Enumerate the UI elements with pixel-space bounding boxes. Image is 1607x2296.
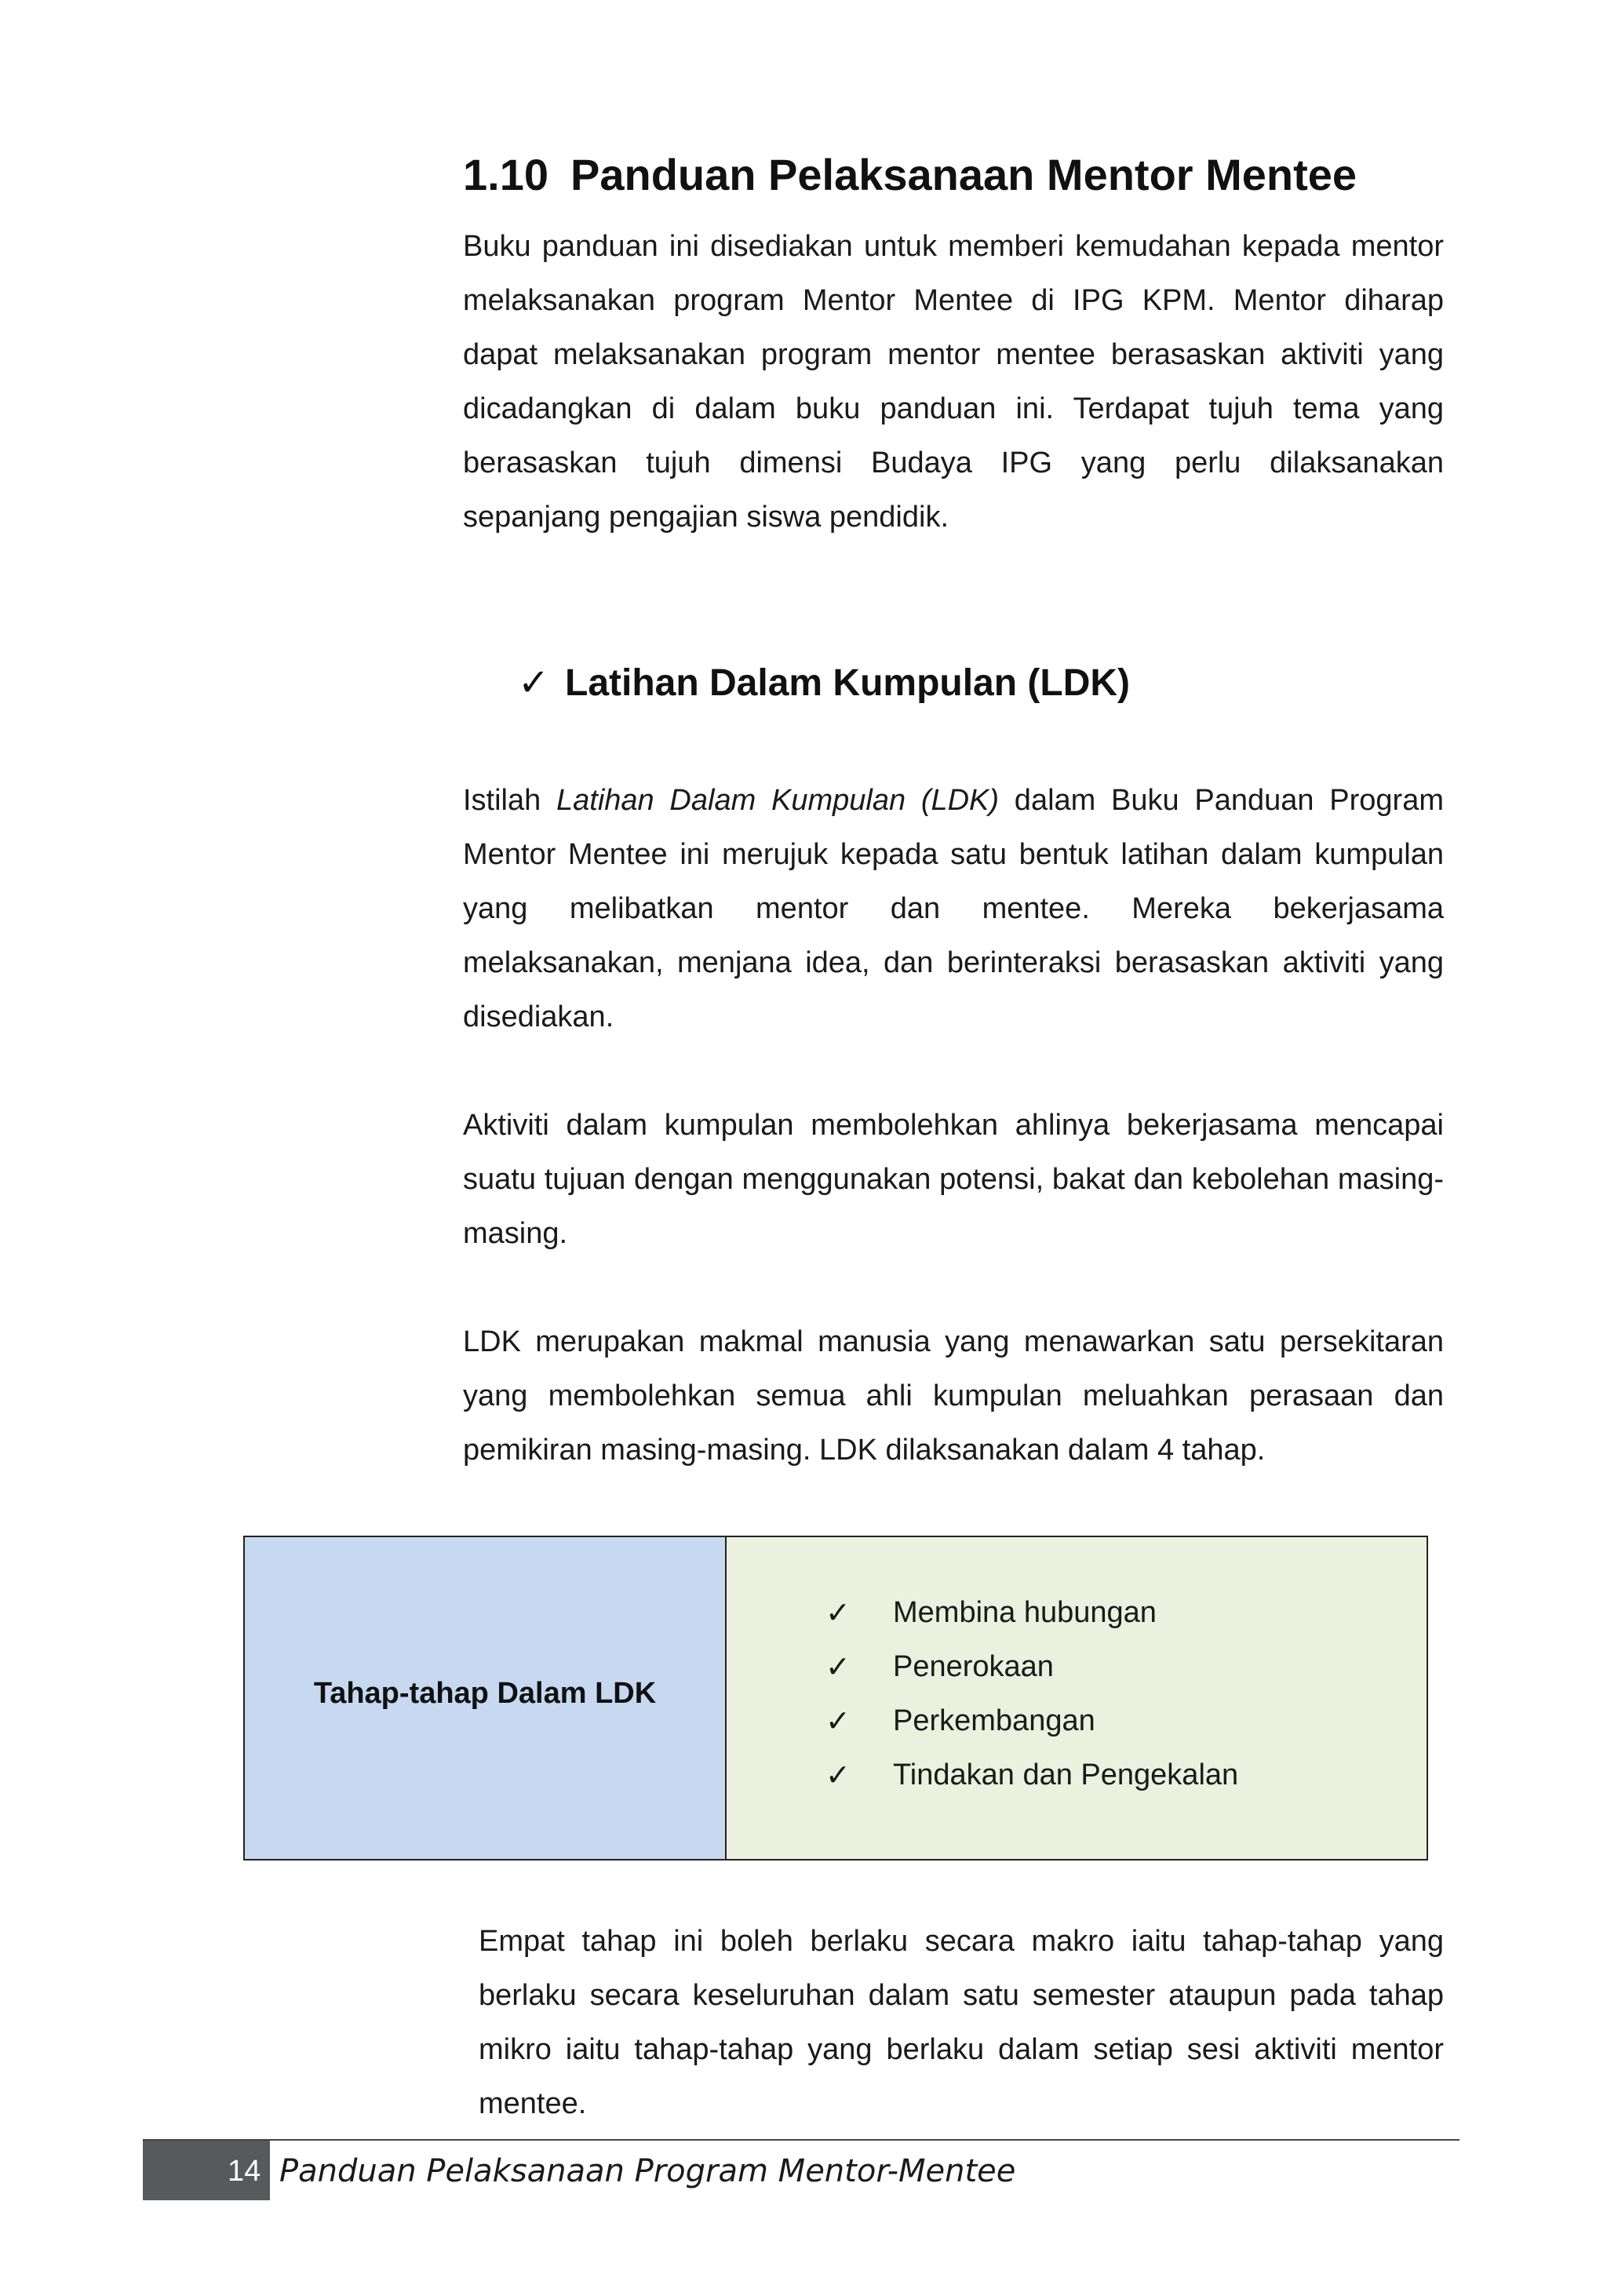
ldk-subheading-text: Latihan Dalam Kumpulan (LDK) <box>565 662 1131 704</box>
footer-divider <box>143 2139 1459 2141</box>
checkmark-icon: ✓ <box>825 1597 851 1630</box>
footer-title: Panduan Pelaksanaan Program Mentor-Mentee <box>279 2153 1016 2189</box>
stage-item <box>825 1748 1427 1802</box>
ldk-term-italic: Latihan Dalam Kumpulan (LDK) <box>556 784 1000 817</box>
intro-paragraph: Buku panduan ini disediakan untuk memberi kemudahan kepada mentor melaksanakan program Mentor Mentee di IPG KPM. Mentor diharap dapat melaksanakan program mentor mentee berasaskan aktiviti yang dicadangkan di dalam buku panduan ini. Terdapat tujuh tema yang berasaskan tujuh dimensi Budaya IPG yang perlu dilaksanakan sepanjang pengajian siswa pendidik. <box>463 230 1444 534</box>
stages-label: Tahap-tahap Dalam LDK <box>313 1676 657 1710</box>
stage-item <box>825 1586 1427 1640</box>
stage-item <box>825 1640 1427 1694</box>
closing-paragraph: Empat tahap ini boleh berlaku secara makro iaitu tahap-tahap yang berlaku secara keseluruhan dalam satu semester ataupun pada tahap mikro iaitu tahap-tahap yang berlaku dalam setiap sesi aktiviti mentor mentee. <box>479 1925 1444 2120</box>
ldk-stages-table <box>243 1536 1428 1860</box>
group-activity-paragraph: Aktiviti dalam kumpulan membolehkan ahlinya bekerjasama mencapai suatu tujuan dengan menggunakan potensi, bakat dan kebolehan masing-masing. <box>463 1109 1444 1250</box>
stages-list <box>825 1586 1427 1802</box>
ldk-lab-paragraph: LDK merupakan makmal manusia yang menawarkan satu persekitaran yang membolehkan semua ahli kumpulan meluahkan perasaan dan pemikiran masing-masing. LDK dilaksanakan dalam 4 tahap. <box>463 1325 1444 1467</box>
checkmark-icon: ✓ <box>825 1651 851 1684</box>
stage-item <box>825 1694 1427 1748</box>
page-number: 14 <box>228 2155 261 2188</box>
checkmark-icon: ✓ <box>825 1705 851 1738</box>
stages-list-cell <box>727 1537 1427 1859</box>
stage-item-label: Penerokaan <box>893 1650 1054 1683</box>
section-title: Panduan Pelaksanaan Mentor Mentee <box>570 150 1357 199</box>
checkmark-icon: ✓ <box>825 1759 851 1792</box>
checkmark-icon: ✓ <box>518 662 550 704</box>
ldk-definition-lead: Istilah <box>463 784 557 817</box>
stage-item-label: Tindakan dan Pengekalan <box>893 1758 1239 1791</box>
ldk-definition-paragraph <box>463 774 1444 1044</box>
stage-item-label: Membina hubungan <box>893 1596 1157 1629</box>
section-number: 1.10 <box>463 150 548 199</box>
stage-item-label: Perkembangan <box>893 1704 1095 1737</box>
ldk-subheading <box>518 656 1130 711</box>
stages-label-cell <box>245 1537 727 1859</box>
ldk-definition-rest: dalam Buku Panduan Program Mentor Mentee ini merujuk kepada satu bentuk latihan dalam kumpulan yang melibatkan mentor dan mentee. Mereka bekerjasama melaksanakan, menjana idea, dan berinteraksi berasaskan aktiviti yang disediakan. <box>463 784 1444 1033</box>
page-title <box>463 148 1357 202</box>
